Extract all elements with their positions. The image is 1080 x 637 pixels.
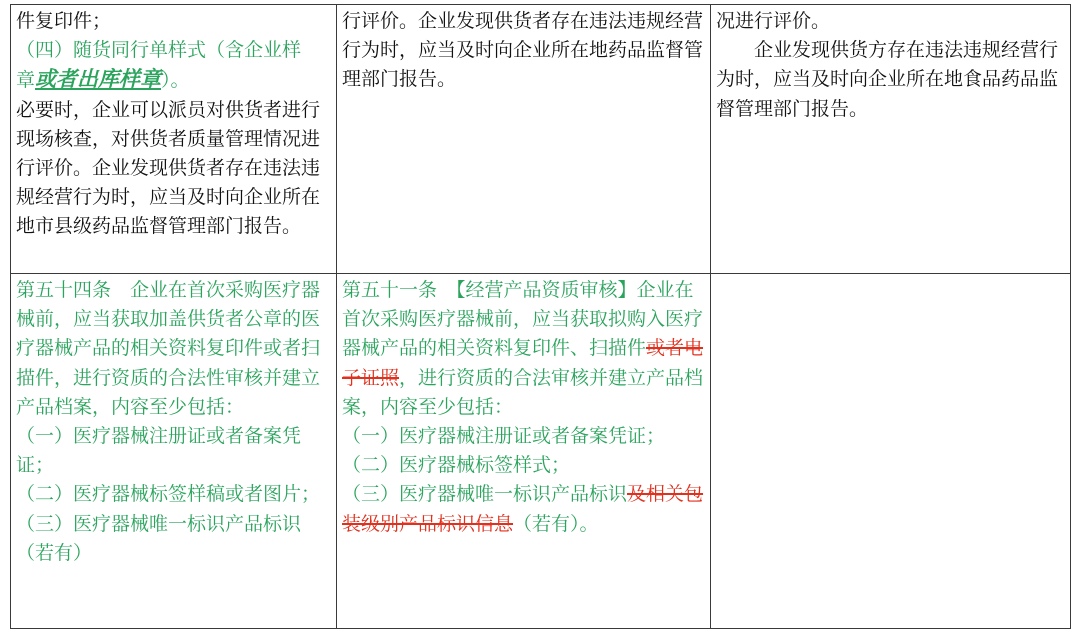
paragraph: 企业发现供货方存在违法违规经营行为时，应当及时向企业所在地食品药品监督管理部门报告。	[716, 39, 1059, 120]
added-text: 章	[16, 69, 36, 92]
text-line: 况进行评价。	[716, 10, 831, 32]
deleted-text: 或者电子证照	[342, 337, 704, 389]
regulation-comparison-table	[10, 4, 1071, 629]
paragraph: 行评价。企业发现供货者存在违法违规经营行为时，应当及时向企业所在地药品监督管理部门报告。	[342, 10, 704, 91]
article-paragraph: 第五十四条 企业在首次采购医疗器械前，应当获取加盖供货者公章的医疗器械产品的相关资料复印件或者扫描件，进行资质的合法性审核并建立产品档案，内容至少包括：	[16, 279, 321, 418]
deleted-text: 及相关包装级别产品标识信息	[342, 483, 704, 535]
row1-col1-cell	[11, 5, 337, 274]
list-item: （三）医疗器械唯一标识产品标识（若有）	[16, 512, 302, 564]
row1-col2-cell	[337, 5, 711, 274]
emphasized-added-text: 或者出库样章	[35, 67, 162, 92]
text-line-mixed	[16, 65, 333, 95]
added-text: （若有）。	[513, 512, 599, 535]
added-text: ，进行资质的合法审核并建立产品档案，内容至少包括：	[342, 366, 704, 418]
list-item: （二）医疗器械标签样式；	[342, 454, 571, 477]
list-item: （二）医疗器械标签样稿或者图片；	[16, 483, 321, 506]
text-line-added: （四）随货同行单样式（含企业样	[16, 39, 302, 62]
row1-col3-cell	[711, 5, 1071, 274]
added-text: （三）医疗器械唯一标识产品标识	[342, 483, 628, 506]
list-item	[342, 480, 707, 538]
list-item: （一）医疗器械注册证或者备案凭证；	[342, 425, 666, 448]
table-row	[11, 5, 1071, 274]
list-item: （一）医疗器械注册证或者备案凭证；	[16, 425, 302, 477]
added-text: ）。	[161, 69, 190, 92]
paragraph: 必要时，企业可以派员对供货者进行现场核查，对供货者质量管理情况进行评价。企业发现供货者存在违法违规经营行为时，应当及时向企业所在地市县级药品监督管理部门报告。	[16, 98, 321, 238]
article-paragraph	[342, 276, 707, 422]
row2-col2-cell	[337, 274, 711, 629]
table-row	[11, 274, 1071, 629]
row2-col1-cell	[11, 274, 337, 629]
added-text: 第五十一条 【经营产品资质审核】企业在首次采购医疗器械前，应当获取拟购入医疗器械产品的相关资料复印件、扫描件	[342, 279, 704, 360]
text-line: 件复印件；	[16, 10, 112, 32]
row2-col3-cell	[711, 274, 1071, 629]
